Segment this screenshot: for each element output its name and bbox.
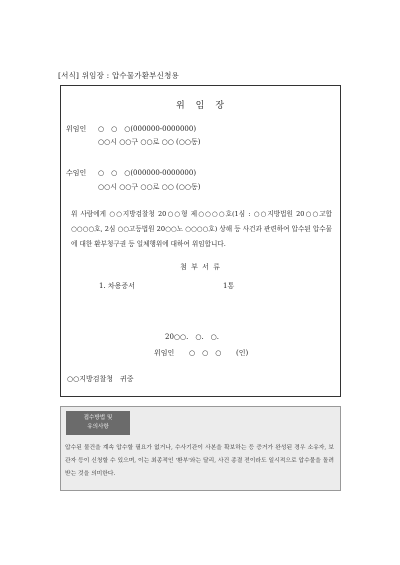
form-title: 위 임 장 bbox=[175, 101, 226, 111]
notice-badge bbox=[66, 411, 130, 435]
delegation-statement: 위 사람에게 ○○지방검찰청 20○○형 제○○○○호(1심 : ○○지방법원 20○○고합 ○○○○호, 2심 ○○고등법원 20○○노 ○○○○호) 상해 등 사건과 관련하여 압수된 압수물에 대한 환부청구권 등 일체행위에 대하여 위임합니다. bbox=[71, 210, 332, 248]
document-caption: [서식] 위임장 : 압수물가환부신청용 bbox=[58, 71, 179, 80]
delegatee-address: ○○시 ○○구 ○○로 ○○ (○○동) bbox=[98, 183, 201, 191]
sign-role: 위임인 bbox=[154, 349, 175, 357]
attachments-title: 첨 부 서 류 bbox=[180, 263, 221, 271]
form-date: 20○○. ○. ○. bbox=[165, 333, 220, 341]
delegator-address: ○○시 ○○구 ○○로 ○○ (○○동) bbox=[98, 138, 201, 146]
notice-text: 압수된 물건을 계속 압수할 필요가 없거나, 수사기관이 사본을 확보하는 등 증거가 완성된 경우 소유자, 보관자 등이 신청할 수 있으며, 이는 최종적인 '환부'와는 달리, 사건 종결 전이라도 일시적으로 압수물을 돌려받는 것을 의미한다. bbox=[65, 445, 334, 477]
delegatee-name: ○ ○ ○(000000-0000000) bbox=[98, 169, 197, 177]
notice-box bbox=[60, 406, 341, 491]
delegator-role: 위임인 bbox=[66, 125, 87, 133]
delegatee-role: 수임인 bbox=[66, 169, 87, 177]
sign-name: ○ ○ ○ bbox=[189, 349, 222, 357]
attachment-item: 1. 차용증서 bbox=[99, 282, 135, 290]
delegator-name: ○ ○ ○(000000-0000000) bbox=[98, 125, 197, 133]
recipient: ○○지방검찰청 귀중 bbox=[67, 375, 134, 383]
notice-badge-line1: 접수방법 및 bbox=[83, 415, 113, 421]
attachment-count: 1통 bbox=[223, 282, 235, 290]
power-of-attorney-form bbox=[60, 85, 341, 397]
notice-badge-line2: 유의사항 bbox=[87, 424, 109, 430]
seal-mark: (인) bbox=[236, 349, 249, 357]
